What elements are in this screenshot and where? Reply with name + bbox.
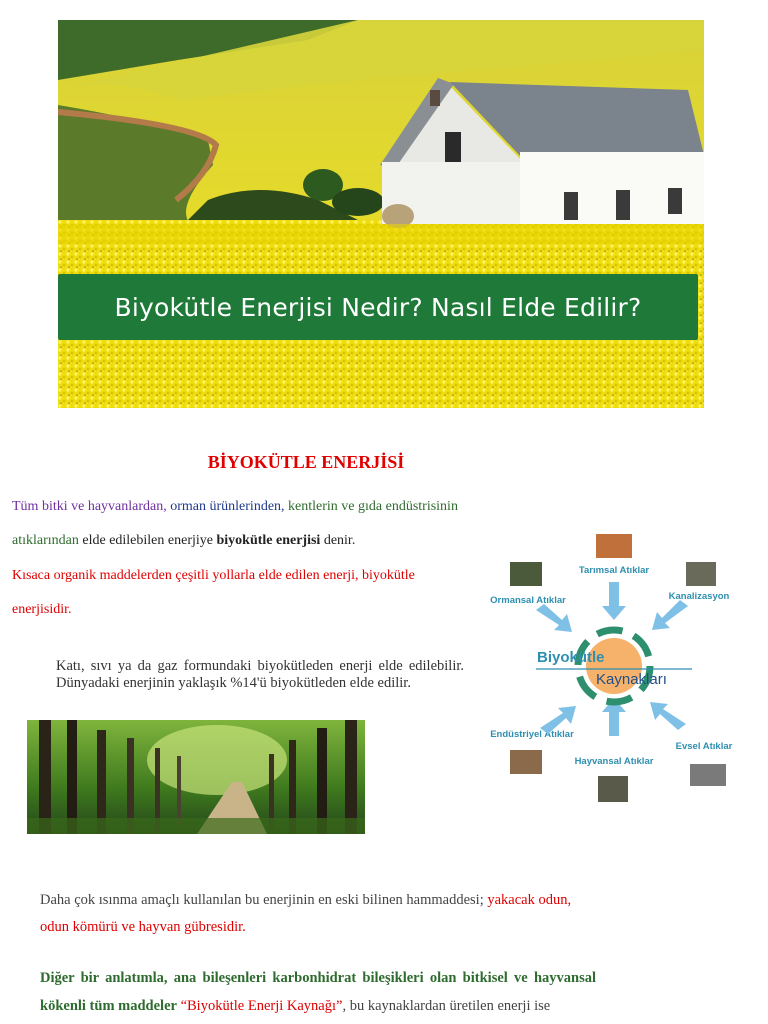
tarimsal-label: Tarımsal Atıklar	[578, 565, 650, 576]
hero-title: Biyokütle Enerjisi Nedir? Nasıl Elde Edilir?	[114, 292, 642, 322]
energy-forms-paragraph: Katı, sıvı ya da gaz formundaki biyokütleden enerji elde edilebilir. Dünyadaki enerjinin yaklaşık %14'ü biyokütleden elde edilir.	[56, 658, 464, 691]
text-segment: kentlerin ve gıda endüstrisinin	[288, 499, 458, 514]
hayvansal-photo	[598, 776, 628, 802]
text-segment: elde edilebilen enerjiye	[82, 533, 213, 548]
text-segment: Tüm bitki ve hayvanlardan,	[12, 499, 167, 514]
hero-banner-image	[58, 20, 704, 408]
section-heading: BİYOKÜTLE ENERJİSİ	[207, 452, 405, 472]
forest-road-image	[27, 720, 365, 834]
tarimsal-photo	[596, 534, 632, 558]
hayvansal-label: Hayvansal Atıklar	[574, 756, 654, 767]
text-segment: denir.	[323, 533, 356, 548]
highlight-text: yakacak odun,	[487, 892, 572, 908]
summary-line2: enerjisidir.	[12, 602, 72, 617]
text-segment: Daha çok ısınma amaçlı kullanılan bu enerjinin en eski bilinen hammaddesi;	[40, 892, 484, 908]
center-title-top: Biyokütle	[537, 649, 605, 666]
highlight-text: odun kömürü ve hayvan gübresidir.	[40, 919, 246, 935]
forest-road-illustration	[27, 720, 365, 834]
definition-paragraph-line1	[12, 498, 482, 515]
arrow-bottom-right	[650, 702, 686, 730]
text-segment: orman ürünlerinden,	[170, 499, 285, 514]
arrow-down	[602, 582, 626, 620]
definition-paragraph-line2	[12, 532, 482, 549]
definition-paragraph-2	[40, 964, 596, 1020]
ormansal-label: Ormansal Atıklar	[490, 595, 566, 606]
summary-line1: Kısaca organik maddelerden çeşitli yollarla elde edilen enerji, biyokütle	[12, 568, 415, 583]
ormansal-photo	[510, 562, 542, 586]
kanalizasyon-label: Kanalizasyon	[668, 591, 730, 602]
quote-text: “Biyokütle Enerji Kaynağı”	[180, 998, 343, 1014]
hero-title-banner	[58, 274, 698, 340]
evsel-photo	[690, 764, 726, 786]
rapeseed-field-farmhouse-illustration	[58, 20, 704, 408]
keyword-biyokutle-enerjisi: biyokütle enerjisi	[216, 533, 321, 548]
arrow-top-right	[652, 600, 688, 630]
center-title-bottom: Kaynakları	[596, 671, 667, 688]
kanalizasyon-photo	[686, 562, 716, 586]
bold-text: Diğer bir anlatımla, ana bileşenleri karbonhidrat bileşikleri olan bitkisel ve hayvansal kökenli tüm maddeler	[40, 970, 596, 1014]
arrow-top-left	[536, 604, 572, 632]
evsel-label: Evsel Atıklar	[675, 741, 733, 752]
biomass-sources-diagram	[474, 528, 746, 808]
endustriyel-label: Endüstriyel Atıklar	[490, 729, 574, 740]
text-segment: atıklarından	[12, 533, 79, 548]
endustriyel-photo	[510, 750, 542, 774]
raw-material-paragraph	[40, 887, 596, 941]
text-segment: , bu kaynaklardan üretilen enerji ise	[342, 998, 551, 1014]
